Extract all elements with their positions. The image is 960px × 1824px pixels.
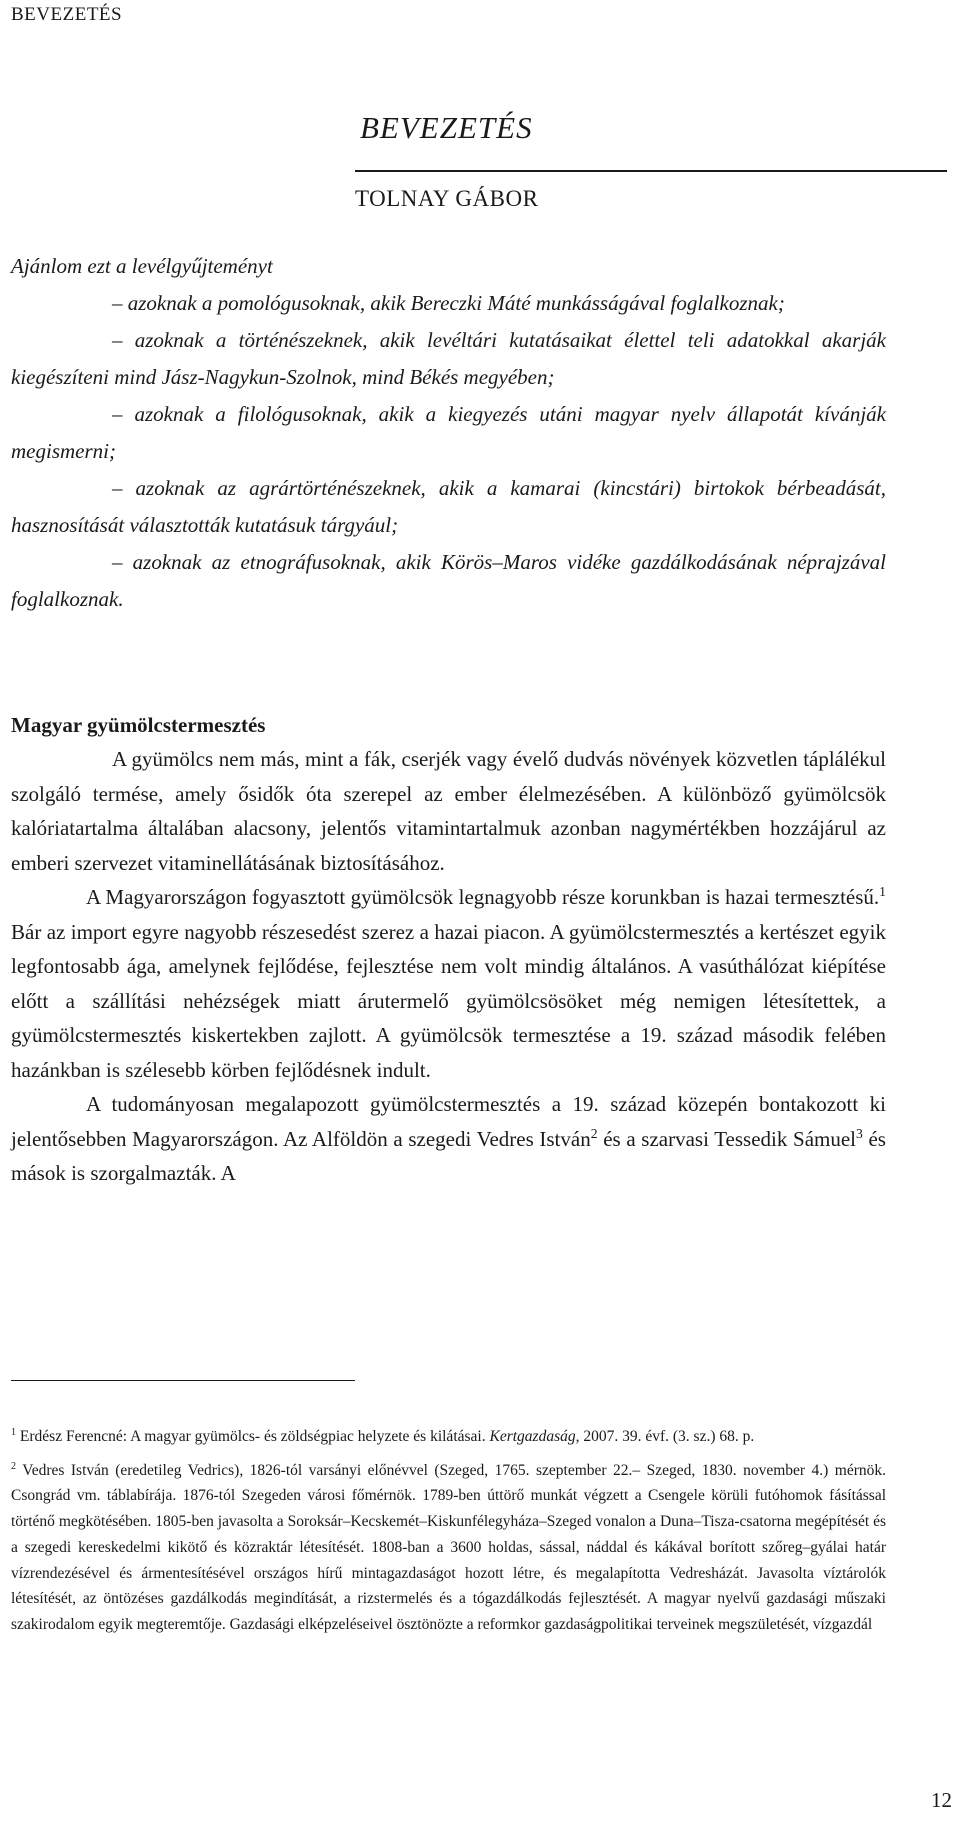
author-name: TOLNAY GÁBOR <box>355 186 539 211</box>
page-number: 12 <box>931 1788 952 1812</box>
section-heading: Magyar gyümölcstermesztés <box>11 713 266 737</box>
footnote-ref[interactable]: 2 <box>590 1125 598 1141</box>
dedication-item: – azoknak az agrártörténészeknek, akik a kamarai (kincstári) birtokok bérbeadását, hasznosítását választották kutatásuk tárgyául; <box>11 476 886 537</box>
body-paragraph: A Magyarországon fogyasztott gyümölcsök legnagyobb része korunkban is hazai termesztésű.$^1$ Bár az import egyre nagyobb részesedést szerez a hazai piacon. A gyümölcstermesztés a kertészet egyik legfontosabb ága, amelynek fejlődése, fejlesztése nem volt mindig általános. A vasúthálózat kiépítése előtt a szállítási nehézségek miatt árutermelő gyümölcsösöket még nemigen létesítettek, a gyümölcstermesztés kiskertekben zajlott. A gyümölcsök termesztése a 19. század második felében hazánkban is szélesebb körben fejlődésnek indult. <box>11 884 886 1082</box>
footnote-number: 2 <box>11 1460 17 1472</box>
chapter-title: BEVEZETÉS <box>360 110 533 145</box>
footnote-ref[interactable]: 1 <box>879 884 886 899</box>
footnote-ref[interactable]: 3 <box>856 1125 863 1141</box>
body-paragraph: A tudományosan megalapozott gyümölcstermesztés a 19. század közepén bontakozott ki jelentősebben Magyarországon. Az Alföldön a szegedi Vedres István$^2$ és a szarvasi Tessedik Sámuel$^3$ és mások is szorgalmazták. A <box>11 1092 886 1185</box>
footnote-number: 1 <box>11 1426 17 1438</box>
footnote: $^1$ Erdész Ferencné: A magyar gyümölcs- és zöldségpiac helyzete és kilátásai. Kertgazdaság, 2007. 39. évf. (3. sz.) 68. p. <box>11 1426 755 1445</box>
dedication-item: – azoknak a történészeknek, akik levéltári kutatásaikat élettel teli adatokkal akarják kiegészíteni mind Jász-Nagykun-Szolnok, mind Békés megyében; <box>11 328 886 389</box>
footnote: $^2$ Vedres István (eredetileg Vedrics), 1826-tól varsányi előnévvel (Szeged, 1765. szeptember 22.– Szeged, 1830. november 4.) mérnök. Csongrád vm. táblabírája. 1876-tól Szegeden városi főmérnök. 1789-ben úttörő munkát végzett a Csengele körüli futóhomok fásítással történő megkötésében. 1805-ben javasolta a Soroksár–Kecskemét–Kiskunfélegyháza–Szeged vonalon a Duna–Tisza-csatorna megépítését és a szegedi kereskedelmi kikötő és közraktár létesítését. 1808-ban a 3600 holdas, sással, náddal és kákával borított szőreg–gyálai határ vízrendezésével és ármentesítésével országos hírű mintagazdaságot hozott létre, és megalapította Vedresházát. Javasolta víztárolók létesítését, az öntözéses gazdálkodás megindítását, a rizstermelés és a tógazdálkodás fejlesztését. A magyar nyelvű gazdasági műszaki szakirodalom egyik megteremtője. Gazdasági elképzeléseivel ösztönözte a reformkor gazdaságpolitikai terveinek megszületését, vízgazdál <box>11 1460 886 1633</box>
footnote-rule <box>11 1380 355 1381</box>
dedication-item: – azoknak a filológusoknak, akik a kiegyezés utáni magyar nyelv állapotát kívánják megismerni; <box>11 402 886 463</box>
dedication-intro: Ajánlom ezt a levélgyűjteményt <box>11 254 273 278</box>
running-head: BEVEZETÉS <box>11 4 123 25</box>
title-rule <box>355 170 947 172</box>
body-paragraph: A gyümölcs nem más, mint a fák, cserjék vagy évelő dudvás növények közvetlen táplálékul szolgáló termése, amely ősidők óta szerepel az ember élelmezésében. A különböző gyümölcsök kalóriatartalma általában alacsony, jelentős vitamintartalmuk azonban nagymértékben hozzájárul az emberi szervezet vitaminellátásának biztosításához. <box>11 747 886 875</box>
footnotes <box>11 1424 886 1638</box>
dedication <box>11 248 886 618</box>
dedication-item: – azoknak a pomológusoknak, akik Bereczki Máté munkásságával foglalkoznak; <box>112 291 785 315</box>
dedication-item: – azoknak az etnográfusoknak, akik Körös–Maros vidéke gazdálkodásának néprajzával foglalkoznak. <box>11 550 886 611</box>
journal-title: Kertgazdaság, <box>489 1428 580 1445</box>
body-text <box>11 742 886 1191</box>
